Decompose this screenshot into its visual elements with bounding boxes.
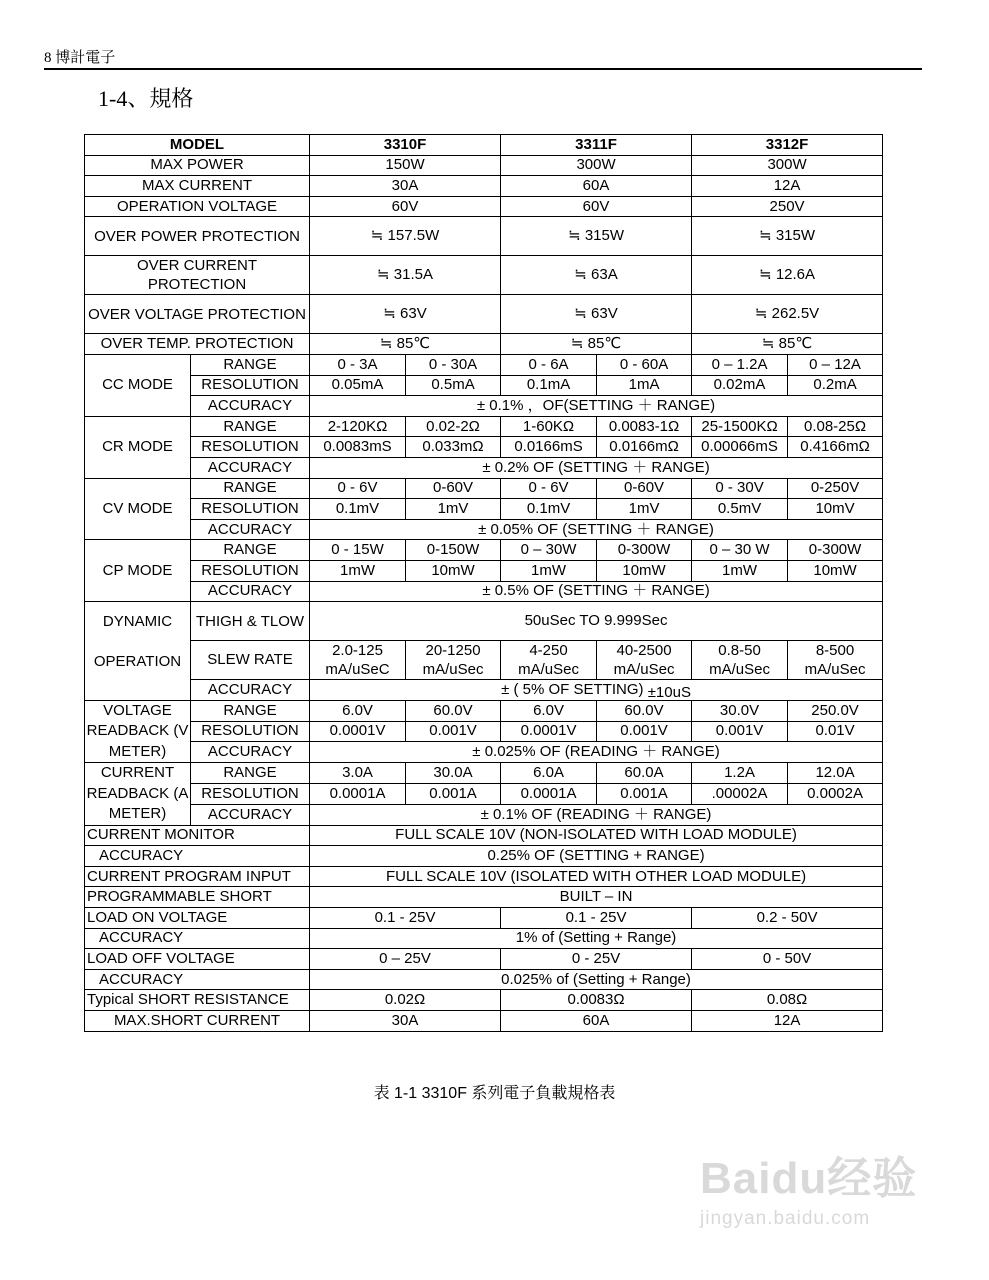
dynamic-time-cell: 50uSec TO 9.999Sec: [310, 602, 883, 641]
sub-label: RANGE: [191, 416, 310, 437]
sub-label: RESOLUTION: [191, 499, 310, 520]
cell: 0.25% OF (SETTING + RANGE): [310, 846, 883, 867]
cell: 0.08Ω: [692, 990, 883, 1011]
cell: 0.0083mS: [310, 437, 406, 458]
table-row: [85, 887, 883, 908]
cell: ≒ 85℃: [310, 334, 501, 355]
cell: 1mA: [597, 375, 692, 396]
accuracy-value: ± ( 5% OF SETTING): [501, 680, 644, 698]
cell: 0 - 6V: [310, 478, 406, 499]
sub-label: RESOLUTION: [191, 560, 310, 581]
cell: 0 – 12A: [788, 354, 883, 375]
table-row: [85, 949, 883, 970]
cell: 30.0V: [692, 700, 788, 721]
table-row: [85, 804, 883, 825]
cell: .00002A: [692, 784, 788, 805]
row-label: ACCURACY: [85, 846, 310, 867]
cell: 0.0002A: [788, 784, 883, 805]
cell: 0 – 25V: [310, 949, 501, 970]
cell: 0 - 30A: [406, 354, 501, 375]
cell: 0.1mA: [501, 375, 597, 396]
table-row: [85, 396, 883, 417]
row-label: OVER TEMP. PROTECTION: [85, 334, 310, 355]
accuracy-cell: ± 0.05% OF (SETTING ＋ RANGE): [310, 519, 883, 540]
cell: 250.0V: [788, 700, 883, 721]
cell: 10mV: [788, 499, 883, 520]
cell: 1mV: [597, 499, 692, 520]
sub-label: RESOLUTION: [191, 784, 310, 805]
table-row: [85, 742, 883, 763]
cell: 6.0V: [501, 700, 597, 721]
mode-label: CP MODE: [85, 540, 191, 602]
table-row: [85, 602, 883, 641]
cell: 40-2500 mA/uSec: [597, 641, 692, 680]
table-row: [85, 700, 883, 721]
cell: 0 - 3A: [310, 354, 406, 375]
table-row: [85, 375, 883, 396]
sub-label: ACCURACY: [191, 396, 310, 417]
table-row: [85, 784, 883, 805]
cell: 12.0A: [788, 763, 883, 784]
accuracy-cell: ± 0.025% OF (READING ＋ RANGE): [310, 742, 883, 763]
sub-label: ACCURACY: [191, 742, 310, 763]
cell: 2-120KΩ: [310, 416, 406, 437]
table-row: [85, 478, 883, 499]
cell: 0.0001A: [310, 784, 406, 805]
cell: 1mV: [406, 499, 501, 520]
accuracy-cell: ± 0.1% ，OF(SETTING ＋ RANGE): [310, 396, 883, 417]
table-row: [85, 825, 883, 846]
cell: 0-300W: [788, 540, 883, 561]
cell: 6.0V: [310, 700, 406, 721]
cell: 0-150W: [406, 540, 501, 561]
cell: 0 – 1.2A: [692, 354, 788, 375]
table-row: [85, 928, 883, 949]
cell: 0.08-25Ω: [788, 416, 883, 437]
cell: 1.2A: [692, 763, 788, 784]
cell: ≒ 85℃: [692, 334, 883, 355]
cell: ≒ 63A: [501, 256, 692, 295]
cell: 0.5mV: [692, 499, 788, 520]
row-label: OVER VOLTAGE PROTECTION: [85, 295, 310, 334]
cell: 0 – 30 W: [692, 540, 788, 561]
sub-label: RESOLUTION: [191, 437, 310, 458]
mode-label: DYNAMIC: [102, 612, 173, 630]
cell: 150W: [310, 155, 501, 176]
cell: 30.0A: [406, 763, 501, 784]
cell: 10mW: [406, 560, 501, 581]
cell: 30A: [310, 1011, 501, 1032]
cell: 30A: [310, 176, 501, 197]
cell: ≒ 63V: [310, 295, 501, 334]
table-row: [85, 416, 883, 437]
cell: 10mW: [597, 560, 692, 581]
cell: 1mW: [310, 560, 406, 581]
cell: 60.0V: [406, 700, 501, 721]
cell: 0 – 30W: [501, 540, 597, 561]
cell: 300W: [501, 155, 692, 176]
cell: 8-500 mA/uSec: [788, 641, 883, 680]
row-label: MAX CURRENT: [85, 176, 310, 197]
cell: FULL SCALE 10V (ISOLATED WITH OTHER LOAD MODULE): [310, 866, 883, 887]
table-row: [85, 721, 883, 742]
cell: 0.02-2Ω: [406, 416, 501, 437]
cell: 0.0083-1Ω: [597, 416, 692, 437]
spec-table: [84, 134, 883, 1032]
cell: 0.02mA: [692, 375, 788, 396]
sub-label: RANGE: [191, 478, 310, 499]
cell: 1% of (Setting + Range): [310, 928, 883, 949]
cell: 0 - 6V: [501, 478, 597, 499]
accuracy-cell: ± 0.2% OF (SETTING ＋ RANGE): [310, 457, 883, 478]
cell: 60A: [501, 176, 692, 197]
row-label: PROGRAMMABLE SHORT: [85, 887, 310, 908]
cell: 60V: [501, 196, 692, 217]
sub-label: ACCURACY: [191, 680, 310, 701]
cell: 0.001V: [597, 721, 692, 742]
cell: ≒ 262.5V: [692, 295, 883, 334]
table-row: [85, 641, 883, 680]
sub-label: SLEW RATE: [191, 641, 310, 680]
cell: 2.0-125 mA/uSeC: [310, 641, 406, 680]
cell: 4-250 mA/uSec: [501, 641, 597, 680]
cell: 60.0A: [597, 763, 692, 784]
sub-label: ACCURACY: [191, 457, 310, 478]
cell: 0-250V: [788, 478, 883, 499]
table-caption: 表 1-1 3310F 系列電子負載規格表: [373, 1085, 616, 1102]
table-row: [85, 560, 883, 581]
cell: 12A: [692, 176, 883, 197]
table-row: [85, 680, 883, 701]
cell: ≒ 315W: [501, 217, 692, 256]
cell: ≒ 12.6A: [692, 256, 883, 295]
section-title: 1-4、規格: [98, 86, 194, 111]
cell: 0.0166mS: [501, 437, 597, 458]
watermark: [700, 1142, 940, 1252]
cell: 1mW: [501, 560, 597, 581]
table-row: [85, 519, 883, 540]
table-row: [85, 256, 883, 295]
cell: 0.02Ω: [310, 990, 501, 1011]
table-row: [85, 354, 883, 375]
cell: 0.1mV: [501, 499, 597, 520]
table-row: [85, 334, 883, 355]
row-label: OVER POWER PROTECTION: [85, 217, 310, 256]
table-row: [85, 540, 883, 561]
table-row: [85, 217, 883, 256]
cell: 0.0001V: [501, 721, 597, 742]
table-row: [85, 499, 883, 520]
cell: 0.1 - 25V: [501, 908, 692, 929]
cell: 0 - 60A: [597, 354, 692, 375]
watermark-logo: Baidu经验: [700, 1154, 918, 1203]
cell: 0.05mA: [310, 375, 406, 396]
cell: 1mW: [692, 560, 788, 581]
cell: FULL SCALE 10V (NON-ISOLATED WITH LOAD MODULE): [310, 825, 883, 846]
row-label: LOAD OFF VOLTAGE: [85, 949, 310, 970]
cell: 0 - 50V: [692, 949, 883, 970]
cell: 0.0001A: [501, 784, 597, 805]
row-label: ACCURACY: [85, 969, 310, 990]
table-row: [85, 196, 883, 217]
cell: 0.001V: [692, 721, 788, 742]
table-row: [85, 437, 883, 458]
cell: 0.1 - 25V: [310, 908, 501, 929]
table-header-row: [85, 135, 883, 156]
sub-label: RANGE: [191, 763, 310, 784]
table-row: [85, 866, 883, 887]
sub-label: ACCURACY: [191, 519, 310, 540]
model-3311f-header: 3311F: [501, 135, 692, 156]
cell: 0 - 25V: [501, 949, 692, 970]
row-label: Typical SHORT RESISTANCE: [85, 990, 310, 1011]
cell: 3.0A: [310, 763, 406, 784]
model-3312f-header: 3312F: [692, 135, 883, 156]
cell: ≒ 63V: [501, 295, 692, 334]
sub-label: ACCURACY: [191, 804, 310, 825]
table-row: [85, 969, 883, 990]
table-row: [85, 908, 883, 929]
table-row: [85, 763, 883, 784]
accuracy-cell: ± 0.1% OF (READING ＋ RANGE): [310, 804, 883, 825]
cell: 25-1500KΩ: [692, 416, 788, 437]
cell: 20-1250 mA/uSec: [406, 641, 501, 680]
cell: 0.0166mΩ: [597, 437, 692, 458]
watermark-url: jingyan.baidu.com: [700, 1208, 871, 1229]
cell: 60A: [501, 1011, 692, 1032]
cell: 0.2 - 50V: [692, 908, 883, 929]
sub-label: RESOLUTION: [191, 375, 310, 396]
cell: ≒ 315W: [692, 217, 883, 256]
row-label: CURRENT PROGRAM INPUT: [85, 866, 310, 887]
cell: 0 - 6A: [501, 354, 597, 375]
cell: 6.0A: [501, 763, 597, 784]
sub-label: RANGE: [191, 540, 310, 561]
dynamic-operation-label: [85, 602, 191, 701]
row-label: OVER CURRENT PROTECTION: [85, 256, 310, 295]
row-label: CURRENT MONITOR: [85, 825, 310, 846]
table-row: [85, 1011, 883, 1032]
row-label: ACCURACY: [85, 928, 310, 949]
table-row: [85, 176, 883, 197]
cell: 0 - 30V: [692, 478, 788, 499]
cell: 250V: [692, 196, 883, 217]
cell: 0.001A: [406, 784, 501, 805]
table-row: [85, 846, 883, 867]
cell: 0-60V: [406, 478, 501, 499]
accuracy-cell: ± 0.5% OF (SETTING ＋ RANGE): [310, 581, 883, 602]
cell: BUILT – IN: [310, 887, 883, 908]
cell: 0 - 15W: [310, 540, 406, 561]
cell: ≒ 85℃: [501, 334, 692, 355]
page-header: 8 博計電子: [44, 50, 116, 66]
cell: 0.0083Ω: [501, 990, 692, 1011]
sub-label: RANGE: [191, 700, 310, 721]
cell: 0.2mA: [788, 375, 883, 396]
sub-label: ACCURACY: [191, 581, 310, 602]
cell: 0.033mΩ: [406, 437, 501, 458]
cell: 0-60V: [597, 478, 692, 499]
row-label: MAX POWER: [85, 155, 310, 176]
cell: 0.0001V: [310, 721, 406, 742]
cell: 60.0V: [597, 700, 692, 721]
cell: 0.00066mS: [692, 437, 788, 458]
sub-label: RESOLUTION: [191, 721, 310, 742]
row-label: LOAD ON VOLTAGE: [85, 908, 310, 929]
cell: 1-60KΩ: [501, 416, 597, 437]
cell: 0-300W: [597, 540, 692, 561]
accuracy-suffix: ±10uS: [647, 683, 691, 701]
mode-label: CR MODE: [85, 416, 191, 478]
mode-label: CC MODE: [85, 354, 191, 416]
cell: 0.01V: [788, 721, 883, 742]
cell: 0.025% of (Setting + Range): [310, 969, 883, 990]
mode-label: OPERATION: [93, 652, 182, 670]
cell: 0.001A: [597, 784, 692, 805]
accuracy-cell: [310, 680, 883, 701]
cell: 0.1mV: [310, 499, 406, 520]
mode-label: VOLTAGE READBACK (V METER): [85, 700, 191, 763]
header-rule: [44, 68, 922, 70]
cell: 12A: [692, 1011, 883, 1032]
row-label: MAX.SHORT CURRENT: [85, 1011, 310, 1032]
mode-label: CURRENT READBACK (A METER): [85, 763, 191, 826]
mode-label: CV MODE: [85, 478, 191, 540]
cell: 300W: [692, 155, 883, 176]
cell: ≒ 157.5W: [310, 217, 501, 256]
sub-label: THIGH & TLOW: [191, 602, 310, 641]
table-row: [85, 295, 883, 334]
cell: 60V: [310, 196, 501, 217]
model-header: MODEL: [85, 135, 310, 156]
table-row: [85, 155, 883, 176]
sub-label: RANGE: [191, 354, 310, 375]
cell: 10mW: [788, 560, 883, 581]
table-row: [85, 457, 883, 478]
table-row: [85, 990, 883, 1011]
table-row: [85, 581, 883, 602]
cell: 0.4166mΩ: [788, 437, 883, 458]
cell: 0.5mA: [406, 375, 501, 396]
model-3310f-header: 3310F: [310, 135, 501, 156]
cell: 0.8-50 mA/uSec: [692, 641, 788, 680]
row-label: OPERATION VOLTAGE: [85, 196, 310, 217]
cell: ≒ 31.5A: [310, 256, 501, 295]
cell: 0.001V: [406, 721, 501, 742]
